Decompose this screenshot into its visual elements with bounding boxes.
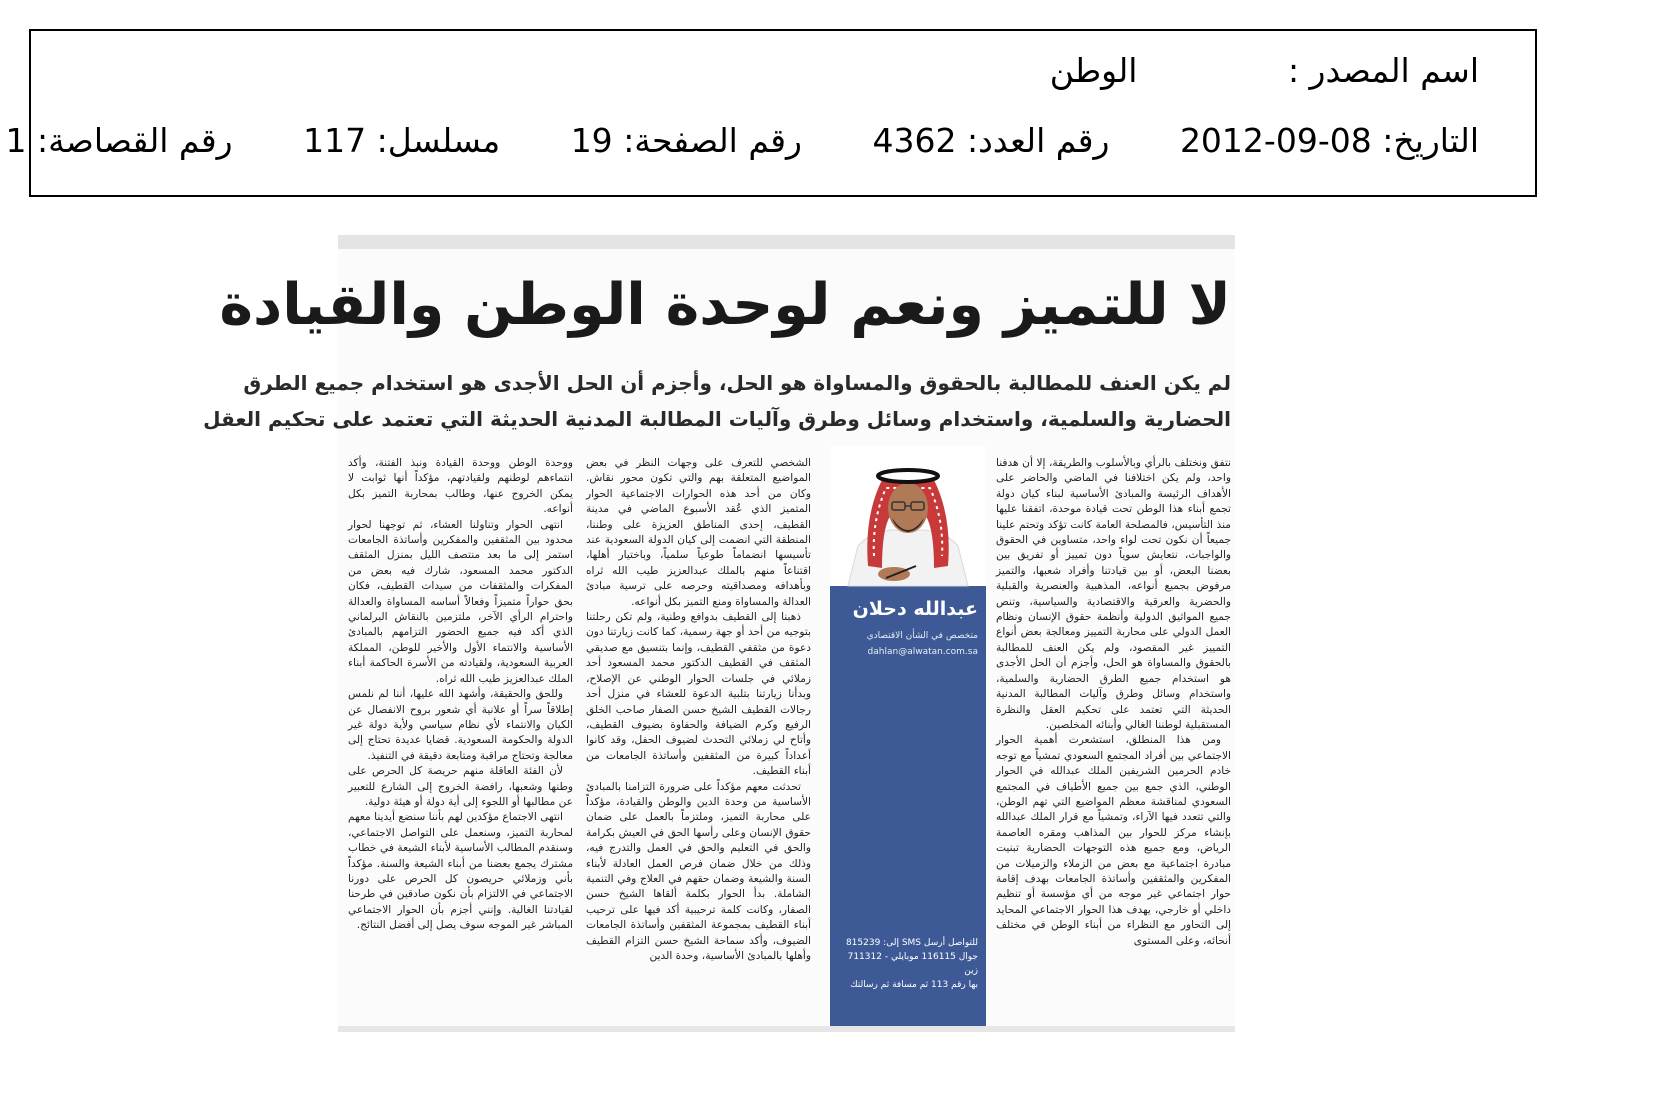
- details-row: [6, 121, 1480, 160]
- newspaper-clipping: [203, 235, 1235, 1032]
- sms-contact-info: [838, 936, 978, 992]
- clipping-top-band: [338, 235, 1235, 249]
- column-1-paragraph-2: ومن هذا المنطلق، استشعرت أهمية الحوار الاجتماعي بين أفراد المجتمع السعودي تمشياً مع توجه خادم الحرمين الشريفين الملك عبدالله في الحوار الوطني، الذي جمع بين جميع الأطياف في المجتمع السعودي لمناقشة معظم المواضيع التي تهم الوطن، والتي تتعدد فيها الآراء، وتمشياً مع قرار الملك عبدالله بإنشاء مركز للحوار بين المذاهب ومقره العاصمة الرياض، ومع جميع هذه التوجهات الحضارية تبنيت مبادرة اجتماعية مع بعض من الزملاء والزميلات من المفكرين والمثقفين وأساتذة الجامعات بهدف إقامة حوار اجتماعي غير موجه من أي مؤسسة أو تنظيم داخلي أو خارجي، يهدف هذا الحوار الاجتماعي المحايد إلى التحاور مع النظراء من أبناء الوطن في مختلف أنحائه، وعلى المستوى: [996, 734, 1231, 947]
- sms-line-3: بها رقم 113 ثم مسافة ثم رسالتك: [850, 980, 978, 990]
- column-3-paragraph-3: تحدثت معهم مؤكداً على ضرورة التزامنا بالمبادئ الأساسية من وحدة الدين والوطن والقيادة، مؤكداً على محاربة التميز، وملتزماً بالعمل على ضمان حقوق الإنسان وعلى رأسها الحق في العيش بكرامة والحق في التعليم والحق في العمل والتدرج فيه، وذلك من خلال ضمان فرص العمل العادلة لأبناء السنة والشيعة وضمان حقهم في العلاج وفي التنمية الشاملة. بدأ الحوار بكلمة ألقاها الشيخ حسن الصفار، وكانت كلمة ترحيبية أكد فيها على ترحيب أبناء القطيف بمجموعة المثقفين وأساتذة الجامعات الضيوف، وأكد سماحة الشيخ حسن التزام القطيف وأهلها بالمبادئ الأساسية، وحدة الدين: [586, 780, 811, 962]
- clipping-bottom-band: [338, 1026, 1235, 1032]
- page-label: رقم الصفحة:: [623, 121, 802, 160]
- date-value: 2012-09-08: [1179, 121, 1372, 160]
- article-column-3: [586, 456, 811, 964]
- column-4-paragraph-5: انتهى الاجتماع مؤكدين لهم بأننا سنضع أيدينا معهم لمحاربة التميز، وسنعمل على التواصل الاجتماعي، وسنقدم المطالب الأساسية لأبناء الشيعة في خطاب مشترك يجمع بعضنا من أبناء الشيعة والسنة. مؤكداً بأني وزملائي حريصون كل الحرص على دورنا الاجتماعي في الالتزام بأن نكون صادقين في طرحنا لقيادتنا الغالية. وإنني أجزم بأن الحوار الاجتماعي المباشر غير الموجه سوف يصل إلى أفضل النتائج.: [348, 811, 573, 932]
- article-column-4: [348, 456, 573, 934]
- clip-value: 1: [5, 121, 27, 160]
- source-label: اسم المصدر :: [1287, 51, 1479, 90]
- sms-line-2: جوال 116115 موبايلي - 711312 زين: [847, 952, 978, 976]
- author-email: dahlan@alwatan.com.sa: [867, 647, 978, 657]
- author-panel: [830, 446, 986, 1030]
- page-value: 19: [570, 121, 613, 160]
- column-4-paragraph-2: انتهى الحوار وتناولنا العشاء، ثم توجهنا لحوار محدود بين المثقفين والمفكرين وأساتذة الجامعات استمر إلى ما بعد منتصف الليل بمنزل المثقف الدكتور محمد المسعود، شارك فيه بعض من المفكرات والمثقفات من سيدات القطيف، فكان بحق حواراً متميزاً وفعالاً أساسه المساواة والعدالة واحترام الرأي الآخر، ملتزمين بالنقاش البرلماني الذي أكد فيه جميع الحضور التزامهم بالمبادئ الأساسية والانتماء الأول والأخير للوطن، المملكة العربية السعودية، ولقيادته من الأسرة الحاكمة أبناء الملك عبدالعزيز طيب الله ثراه.: [348, 518, 573, 685]
- column-3-paragraph-2: ذهبنا إلى القطيف بدوافع وطنية، ولم تكن رحلتنا بتوجيه من أحد أو جهة رسمية، كما كانت زيارتنا دون دعوة من مثقفي القطيف، وإنما بتنسيق مع صديقي المثقف في القطيف الدكتور محمد المسعود أحد زملائي في جلسات الحوار الوطني عن الإصلاح، وبدأنا زيارتنا بتلبية الدعوة للعشاء في منزل أحد رجالات القطيف الشيخ حسن الصفار صاحب الخلق الرفيع وكرم الضيافة والحفاوة بضيوف القطيف، وأتاح لي زملائي التحدث لضيوف الحفل، وقد كانوا أعداداً كبيرة من المثقفين وأساتذة الجامعات من أبناء القطيف.: [586, 611, 811, 778]
- article-column-1: [996, 456, 1231, 949]
- issue-value: 4362: [872, 121, 957, 160]
- sms-line-1: للتواصل أرسل SMS إلى: 815239: [845, 938, 978, 948]
- column-4-paragraph-4: لأن الفئة العاقلة منهم حريصة كل الحرص على وطنها وشعبها، رافضة الخروج إلى الشارع للتعبير عن مطالبها أو اللجوء إلى أية دولة أو هيئة دولية.: [348, 765, 573, 808]
- clip-label: رقم القصاصة:: [37, 121, 233, 160]
- column-4-paragraph-3: وللحق والحقيقة، وأشهد الله عليها، أننا لم نلمس إطلاقاً سراً أو علانية أي شعور بروح الانفصال عن الكيان والانتماء لأي نظام سياسي ولأية دولة غير الدولة والحكومة السعودية. قضايا عديدة تحتاج إلى معالجة وتحتاج مراقبة ومتابعة دقيقة في التنفيذ.: [348, 688, 573, 762]
- serial-label: مسلسل:: [376, 121, 501, 160]
- article-subheadline: [203, 365, 1231, 437]
- author-photo: [830, 446, 986, 586]
- author-role: متخصص في الشأن الاقتصادي: [866, 631, 978, 641]
- serial-value: 117: [303, 121, 367, 160]
- author-name: عبدالله دحلان: [852, 598, 978, 620]
- article-headline: لا للتميز ونعم لوحدة الوطن والقيادة: [219, 272, 1231, 338]
- column-4-paragraph-1: ووحدة الوطن ووحدة القيادة ونبذ الفتنة، وأكد انتماءهم لوطنهم ولقيادتهم، مؤكداً أنها ثوابت لا يمكن الخروج عنها، وطالب بمحاربة التميز بكل أنواعه.: [348, 457, 573, 516]
- clipping-metadata-box: [5, 29, 1537, 197]
- issue-label: رقم العدد:: [966, 121, 1110, 160]
- column-3-paragraph-1: الشخصي للتعرف على وجهات النظر في بعض المواضيع المتعلقة بهم والتي تكون محور نقاش. وكان من أحد هذه الحوارات الاجتماعية الحوار المتميز الذي عُقد الأسبوع الماضي في مدينة القطيف، إحدى المناطق العزيزة على وطننا، المنطقة التي انضمت إلى كيان الدولة السعودية عند تأسيسها انضماماً طوعياً سلمياً، وباختيار أهلها، اقتناعاً منهم بالملك عبدالعزيز طيب الله ثراه وبأهدافه ومصداقيته وحرصه على ترسية مبادئ العدالة والمساواة ومنع التميز بكل أنواعه.: [586, 457, 811, 608]
- author-portrait-icon: [830, 446, 986, 586]
- subhead-line-1: لم يكن العنف للمطالبة بالحقوق والمساواة هو الحل، وأجزم أن الحل الأجدى هو استخدام جميع الطرق: [243, 371, 1231, 395]
- column-1-paragraph-1: نتفق ونختلف بالرأي وبالأسلوب والطريقة، إلا أن هدفنا واحد، ولم يكن اختلافنا في الماضي والحاضر على الأهداف الرئيسة والمبادئ الأساسية لبناء كيان دولة تجمع أبناء هذا الوطن تحت قيادة موحدة، اتفقنا عليها منذ التأسيس، فالمصلحة العامة كانت تؤكد وتحتم علينا جميعاً أن نكون تحت لواء واحد، متساوين في الحقوق والواجبات، نتعايش سوياً دون تمييز أو تفريق بين بعضنا البعض، أو بين قيادتنا وأفراد شعبها، والتميز مرفوض بجميع أنواعه، المذهبية والعنصرية والقبلية والحضرية والعرقية والاقتصادية والسياسية، وتنص جميع المواثيق الدولية وأنظمة حقوق الإنسان ونظام العمل الدولي على محاربة التمييز ومعالجة بعض أنواع التمييز غير المقصود، ولم يكن العنف للمطالبة بالحقوق والمساواة هو الحل، وأجزم أن الحل الأجدى هو استخدام جميع الطرق الحضارية والسلمية، واستخدام وسائل وطرق وآليات المطالبة المدنية الحديثة التي تعتمد على تحكيم العقل والنظرة المستقبلية لوطننا الغالي وأبنائه المخلصين.: [996, 457, 1231, 731]
- subhead-line-2: الحضارية والسلمية، واستخدام وسائل وطرق وآليات المطالبة المدنية الحديثة التي تعتمد على تحكيم العقل: [203, 407, 1231, 431]
- source-row: [1050, 51, 1479, 90]
- date-label: التاريخ:: [1382, 121, 1479, 160]
- source-value: الوطن: [1049, 51, 1138, 90]
